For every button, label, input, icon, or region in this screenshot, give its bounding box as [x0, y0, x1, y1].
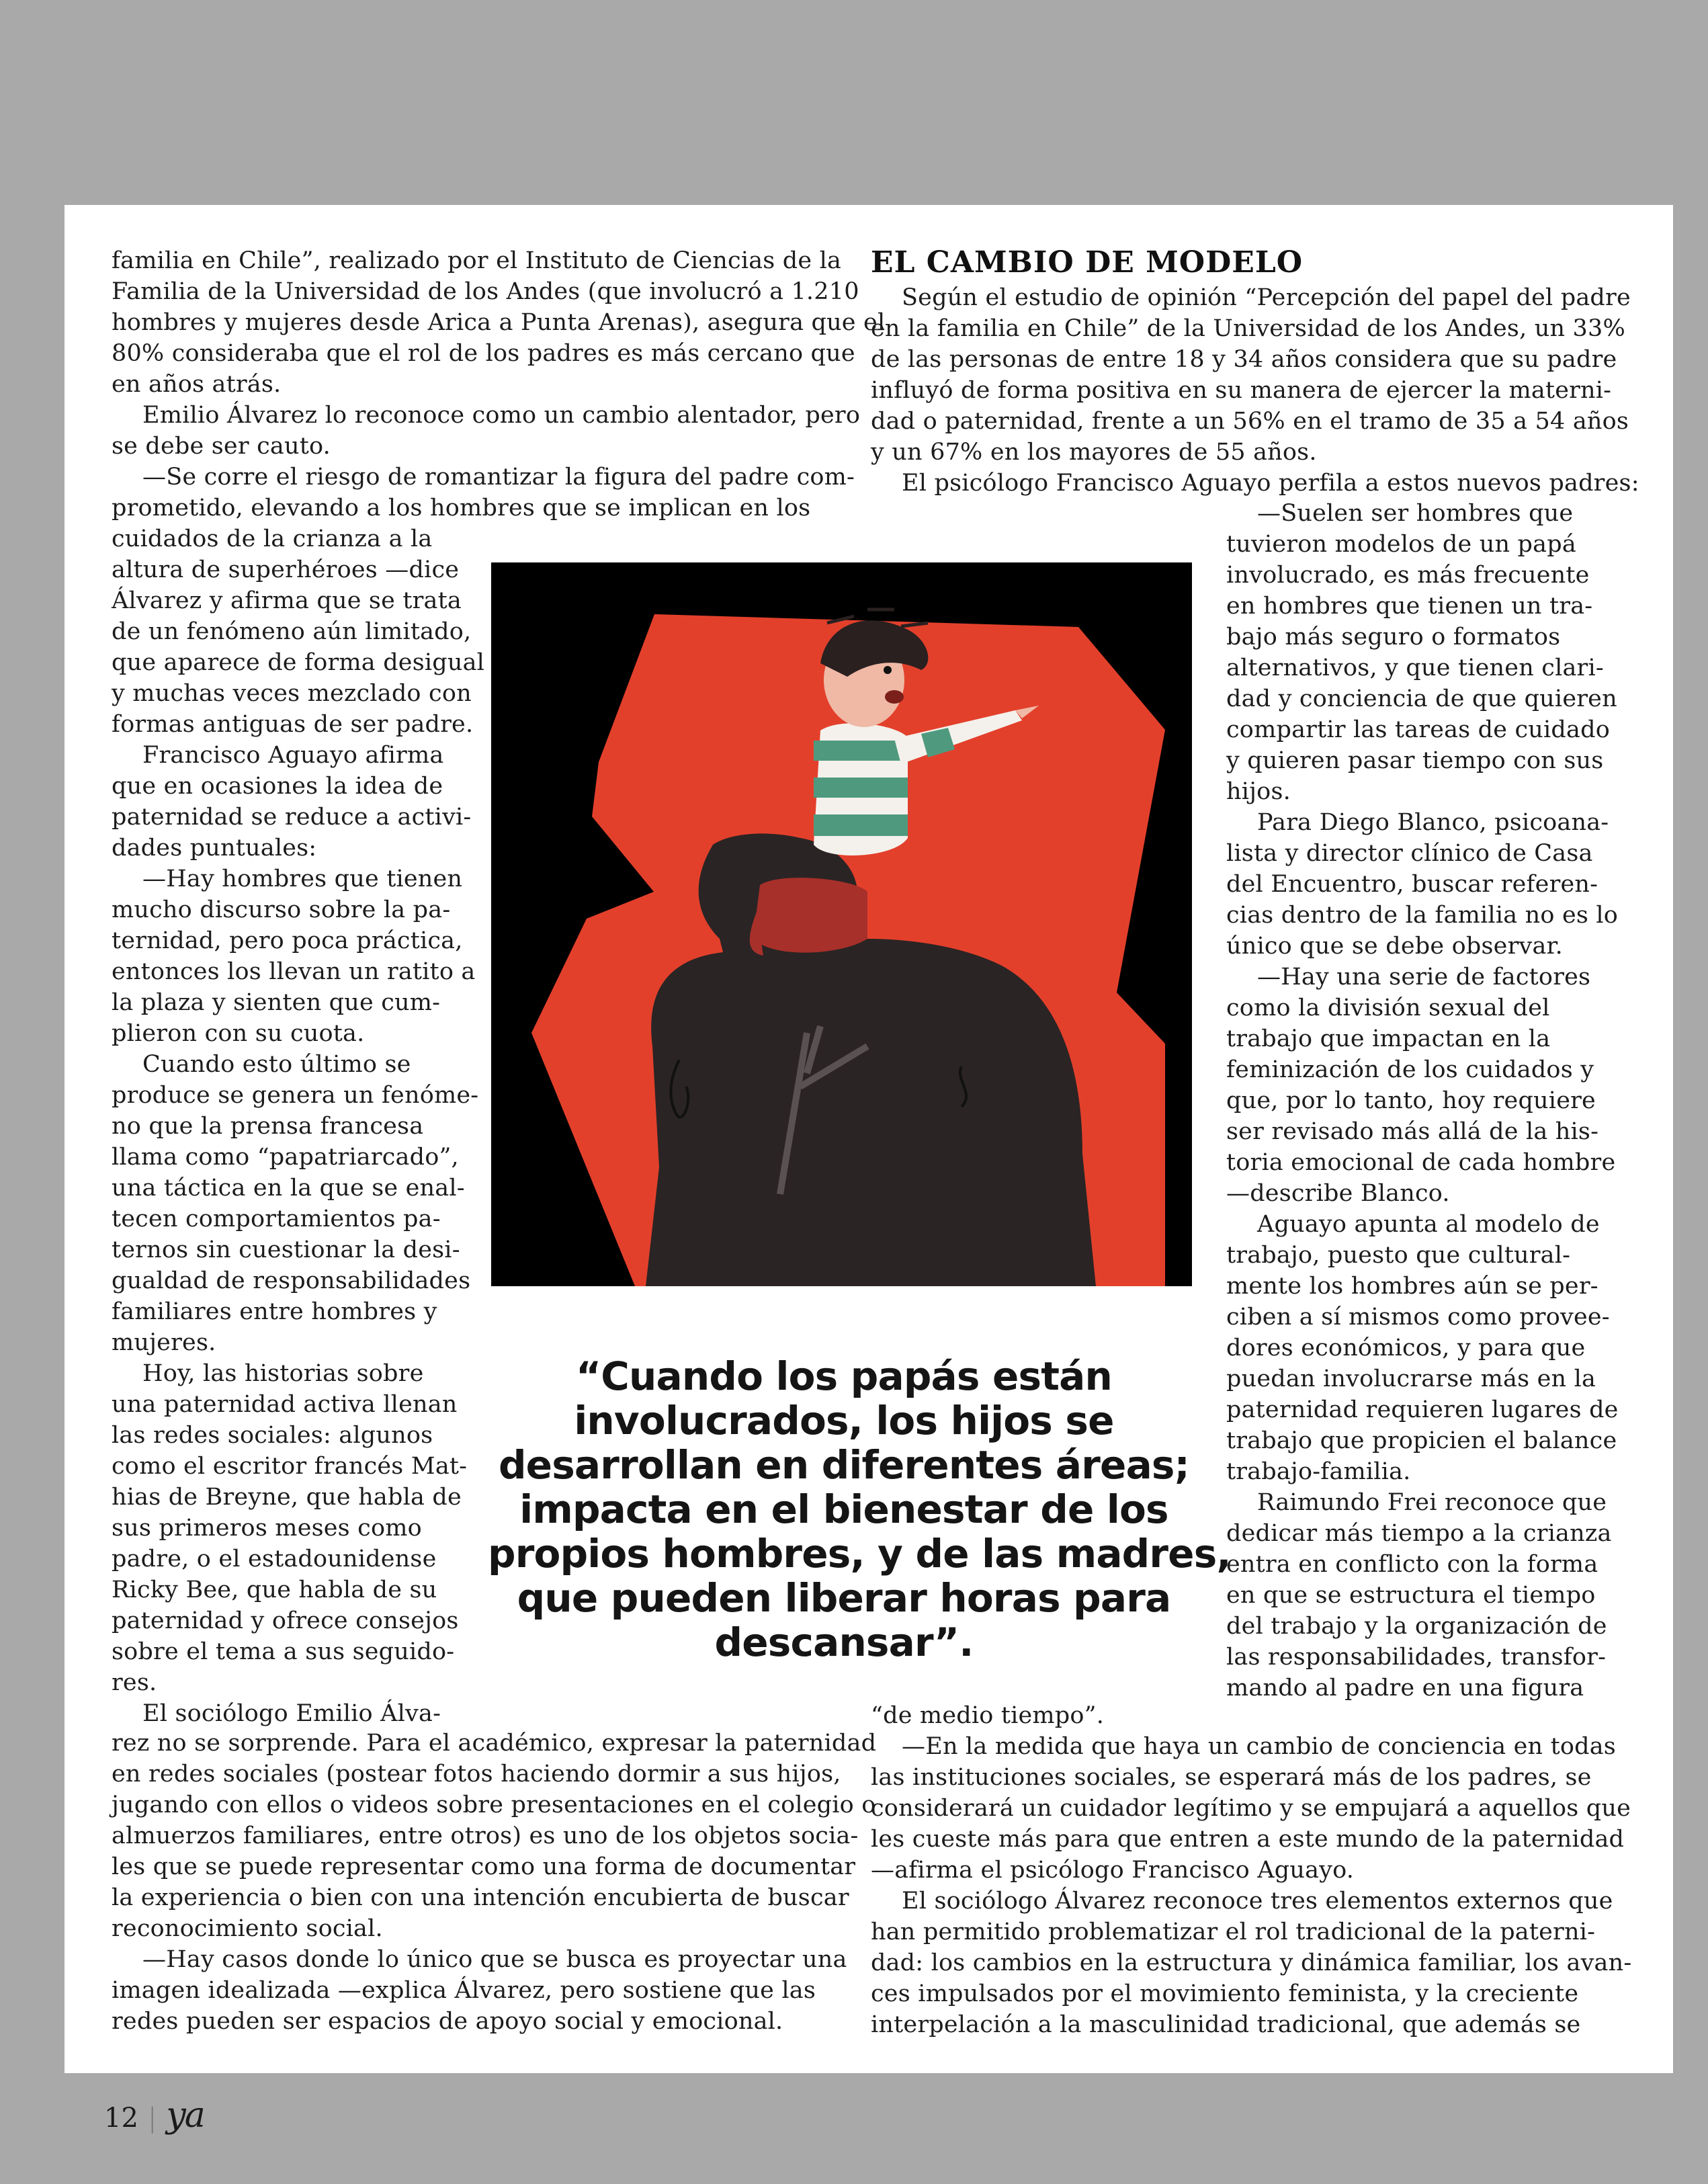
article-text-line: familia en Chile”, realizado por el Instituto de Ciencias de la [112, 247, 842, 274]
article-text-line: mando al padre en una figura [1226, 1675, 1584, 1702]
article-text-line: del Encuentro, buscar referen- [1226, 871, 1598, 898]
pull-quote-line: desarrollan en diferentes áreas; [498, 1442, 1190, 1488]
article-text-line: ces impulsados por el movimiento feminista, y la creciente [871, 1980, 1579, 2007]
article-text-line: involucrado, es más frecuente [1226, 562, 1590, 589]
article-text-line: que, por lo tanto, hoy requiere [1226, 1087, 1596, 1114]
section-heading: EL CAMBIO DE MODELO [871, 245, 1304, 280]
article-text-line: paternidad requieren lugares de [1226, 1396, 1619, 1423]
article-text-line: padre, o el estadounidense [112, 1546, 437, 1572]
article-text-line: paternidad se reduce a activi- [112, 804, 472, 831]
pull-quote-line: involucrados, los hijos se [574, 1398, 1114, 1443]
pull-quote [488, 1353, 1231, 1665]
article-text-line: una paternidad activa llenan [112, 1391, 458, 1418]
article-text-line: trabajo que propicien el balance [1226, 1427, 1617, 1454]
article-text-line: han permitido problematizar el rol tradicional de la paterni- [871, 1919, 1596, 1945]
article-text-line: —Suelen ser hombres que [1257, 500, 1574, 527]
article-text-line: hombres y mujeres desde Arica a Punta Arenas), asegura que el [112, 309, 886, 336]
article-text-line: paternidad y ofrece consejos [112, 1607, 459, 1634]
article-text-line: Hoy, las historias sobre [142, 1360, 424, 1387]
article-text-line: que en ocasiones la idea de [112, 773, 443, 800]
article-text-line: cias dentro de la familia no es lo [1226, 902, 1619, 929]
article-text-line: formas antiguas de ser padre. [112, 711, 474, 738]
article-text-line: Aguayo apunta al modelo de [1257, 1211, 1600, 1238]
article-text-line: que aparece de forma desigual [112, 649, 485, 676]
article-text-line: del trabajo y la organización de [1226, 1613, 1607, 1640]
article-text-line: trabajo, puesto que cultural- [1226, 1242, 1571, 1269]
article-text-line: Emilio Álvarez lo reconoce como un cambio alentador, pero [142, 402, 861, 429]
article-text-line: El sociólogo Emilio Álva- [142, 1700, 441, 1727]
article-text-line: —describe Blanco. [1226, 1180, 1450, 1207]
article-text-line: ternidad, pero poca práctica, [112, 927, 463, 954]
article-text-line: influyó de forma positiva en su manera de ejercer la materni- [871, 377, 1612, 404]
article-text-line: “de medio tiempo”. [871, 1702, 1105, 1729]
article-text-line: dad y conciencia de que quieren [1226, 685, 1617, 712]
article-text-line: se debe ser cauto. [112, 433, 331, 460]
article-text-line: les que se puede representar como una forma de documentar [112, 1853, 856, 1880]
article-text-line: las responsabilidades, transfor- [1226, 1644, 1607, 1671]
article-text-line: no que la prensa francesa [112, 1113, 424, 1140]
brand-logo: ya [166, 2095, 204, 2136]
article-text-line: altura de superhéroes —dice [112, 556, 460, 583]
article-text-line: prometido, elevando a los hombres que se implican en los [112, 495, 811, 521]
article-text-line: dades puntuales: [112, 835, 317, 862]
pull-quote-line: impacta en el bienestar de los [519, 1486, 1168, 1532]
child-shorts [753, 878, 867, 953]
article-text-line: Ricky Bee, que habla de su [112, 1577, 437, 1603]
article-text-line: único que se debe observar. [1226, 933, 1563, 960]
article-text-line: en la familia en Chile” de la Universidad de los Andes, un 33% [871, 315, 1625, 342]
article-text-line: entra en conflicto con la forma [1226, 1551, 1598, 1578]
article-text-line: feminización de los cuidados y [1226, 1056, 1594, 1083]
article-text-line: de las personas de entre 18 y 34 años considera que su padre [871, 346, 1617, 373]
article-text-line: tuvieron modelos de un papá [1226, 531, 1576, 558]
article-text-line: la plaza y sienten que cum- [112, 989, 441, 1016]
pull-quote-line: que pueden liberar horas para [517, 1575, 1171, 1621]
article-text-line: ciben a sí mismos como provee- [1226, 1304, 1610, 1331]
article-text-line: la experiencia o bien con una intención encubierta de buscar [112, 1884, 849, 1911]
article-text-line: —afirma el psicólogo Francisco Aguayo. [871, 1857, 1355, 1884]
article-text-line: y muchas veces mezclado con [112, 680, 472, 707]
article-text-line: puedan involucrarse más en la [1226, 1366, 1596, 1392]
father-child-illustration [491, 562, 1192, 1286]
article-text-line: en años atrás. [112, 371, 282, 398]
pull-quote-line: descansar”. [714, 1620, 974, 1665]
article-text-line: plieron con su cuota. [112, 1020, 365, 1047]
article-text-line: interpelación a la masculinidad tradicional, que además se [871, 2011, 1581, 2038]
article-text-line: dedicar más tiempo a la crianza [1226, 1520, 1612, 1547]
article-text-line: las instituciones sociales, se esperará más de los padres, se [871, 1764, 1592, 1791]
article-text-line: entonces los llevan un ratito a [112, 958, 476, 985]
pull-quote-line: propios hombres, y de las madres, [488, 1531, 1231, 1577]
article-text-line: —Se corre el riesgo de romantizar la figura del padre com- [142, 464, 855, 491]
article-text-line: las redes sociales: algunos [112, 1422, 433, 1449]
article-text-line: El psicólogo Francisco Aguayo perfila a estos nuevos padres: [902, 470, 1639, 497]
article-text-line: hias de Breyne, que habla de [112, 1484, 462, 1511]
article-text-line: gualdad de responsabilidades [112, 1267, 471, 1294]
article-text-line: El sociólogo Álvarez reconoce tres elementos externos que [902, 1888, 1613, 1915]
article-text-line: res. [112, 1669, 157, 1696]
article-text-line: —Hay una serie de factores [1257, 964, 1591, 991]
article-text-line: en redes sociales (postear fotos haciendo dormir a sus hijos, [112, 1761, 841, 1788]
article-text-line: llama como “papatriarcado”, [112, 1144, 459, 1171]
article-text-line: produce se genera un fenóme- [112, 1082, 479, 1109]
article-text-line: mujeres. [112, 1329, 216, 1356]
article-text-line: como la división sexual del [1226, 995, 1550, 1021]
article-text-line: trabajo que impactan en la [1226, 1025, 1551, 1052]
article-text-line: les cueste más para que entren a este mundo de la paternidad [871, 1826, 1625, 1853]
article-text-line: trabajo-familia. [1226, 1458, 1411, 1485]
article-text-line: dad o paternidad, frente a un 56% en el tramo de 35 a 54 años [871, 408, 1629, 435]
article-text-line: y quieren pasar tiempo con sus [1226, 747, 1604, 774]
article-text-line: compartir las tareas de cuidado [1226, 716, 1610, 743]
article-text-line: jugando con ellos o videos sobre presentaciones en el colegio o [112, 1792, 876, 1818]
article-text-line: tecen comportamientos pa- [112, 1206, 441, 1232]
article-text-line: familiares entre hombres y [112, 1298, 437, 1325]
article-text-line: —Hay casos donde lo único que se busca es proyectar una [142, 1946, 847, 1973]
article-text-line: ser revisado más allá de la his- [1226, 1118, 1599, 1145]
article-text-line: alternativos, y que tienen clari- [1226, 655, 1604, 681]
pull-quote-line: “Cuando los papás están [575, 1353, 1113, 1399]
article-text-line: reconocimiento social. [112, 1915, 383, 1942]
article-text-line: una táctica en la que se enal- [112, 1175, 465, 1202]
page-number: 12 [104, 2103, 138, 2134]
article-text-line: de un fenómeno aún limitado, [112, 618, 472, 645]
article-text-line: toria emocional de cada hombre [1226, 1149, 1616, 1176]
article-text-line: cuidados de la crianza a la [112, 526, 433, 552]
article-text-line: dad: los cambios en la estructura y dinámica familiar, los avan- [871, 1949, 1632, 1976]
page-footer [104, 2095, 204, 2136]
article-text-line: ternos sin cuestionar la desi- [112, 1236, 460, 1263]
article-text-line: en que se estructura el tiempo [1226, 1582, 1596, 1609]
article-text-line: mente los hombres aún se per- [1226, 1273, 1598, 1300]
article-text-line: lista y director clínico de Casa [1226, 840, 1593, 867]
article-text-line: almuerzos familiares, entre otros) es uno de los objetos socia- [112, 1822, 859, 1849]
article-text-line: sobre el tema a sus seguido- [112, 1638, 455, 1665]
article-text-line: Familia de la Universidad de los Andes (que involucró a 1.210 [112, 278, 859, 305]
article-text-line: —En la medida que haya un cambio de conciencia en todas [902, 1733, 1616, 1760]
child-shirt [814, 723, 908, 855]
article-text-line: Francisco Aguayo afirma [142, 742, 444, 769]
article-text-line: 80% consideraba que el rol de los padres es más cercano que [112, 340, 855, 367]
article-text-line: Álvarez y afirma que se trata [112, 587, 462, 614]
article-text-line: mucho discurso sobre la pa- [112, 896, 451, 923]
article-text-line: Cuando esto último se [142, 1051, 411, 1078]
article-text-line: Según el estudio de opinión “Percepción del papel del padre [902, 284, 1631, 311]
article-text-line: y un 67% en los mayores de 55 años. [871, 439, 1317, 466]
article-text-line: rez no se sorprende. Para el académico, expresar la paternidad [112, 1730, 877, 1757]
article-text-line: Para Diego Blanco, psicoana- [1257, 809, 1609, 836]
article-text-line: sus primeros meses como [112, 1515, 422, 1542]
article-text-line: hijos. [1226, 778, 1291, 805]
article-text-line: como el escritor francés Mat- [112, 1453, 468, 1480]
article-text-line: —Hay hombres que tienen [142, 866, 463, 892]
article-text-line: bajo más seguro o formatos [1226, 624, 1561, 650]
article-text-line: redes pueden ser espacios de apoyo social y emocional. [112, 2008, 783, 2035]
article-text-line: Raimundo Frei reconoce que [1257, 1489, 1607, 1516]
article-text-line: imagen idealizada —explica Álvarez, pero sostiene que las [112, 1977, 816, 2004]
footer-separator: | [147, 2103, 157, 2134]
article-text-line: en hombres que tienen un tra- [1226, 593, 1593, 620]
article-text-line: dores económicos, y para que [1226, 1335, 1586, 1361]
article-text-line: considerará un cuidador legítimo y se empujará a aquellos que [871, 1795, 1631, 1822]
